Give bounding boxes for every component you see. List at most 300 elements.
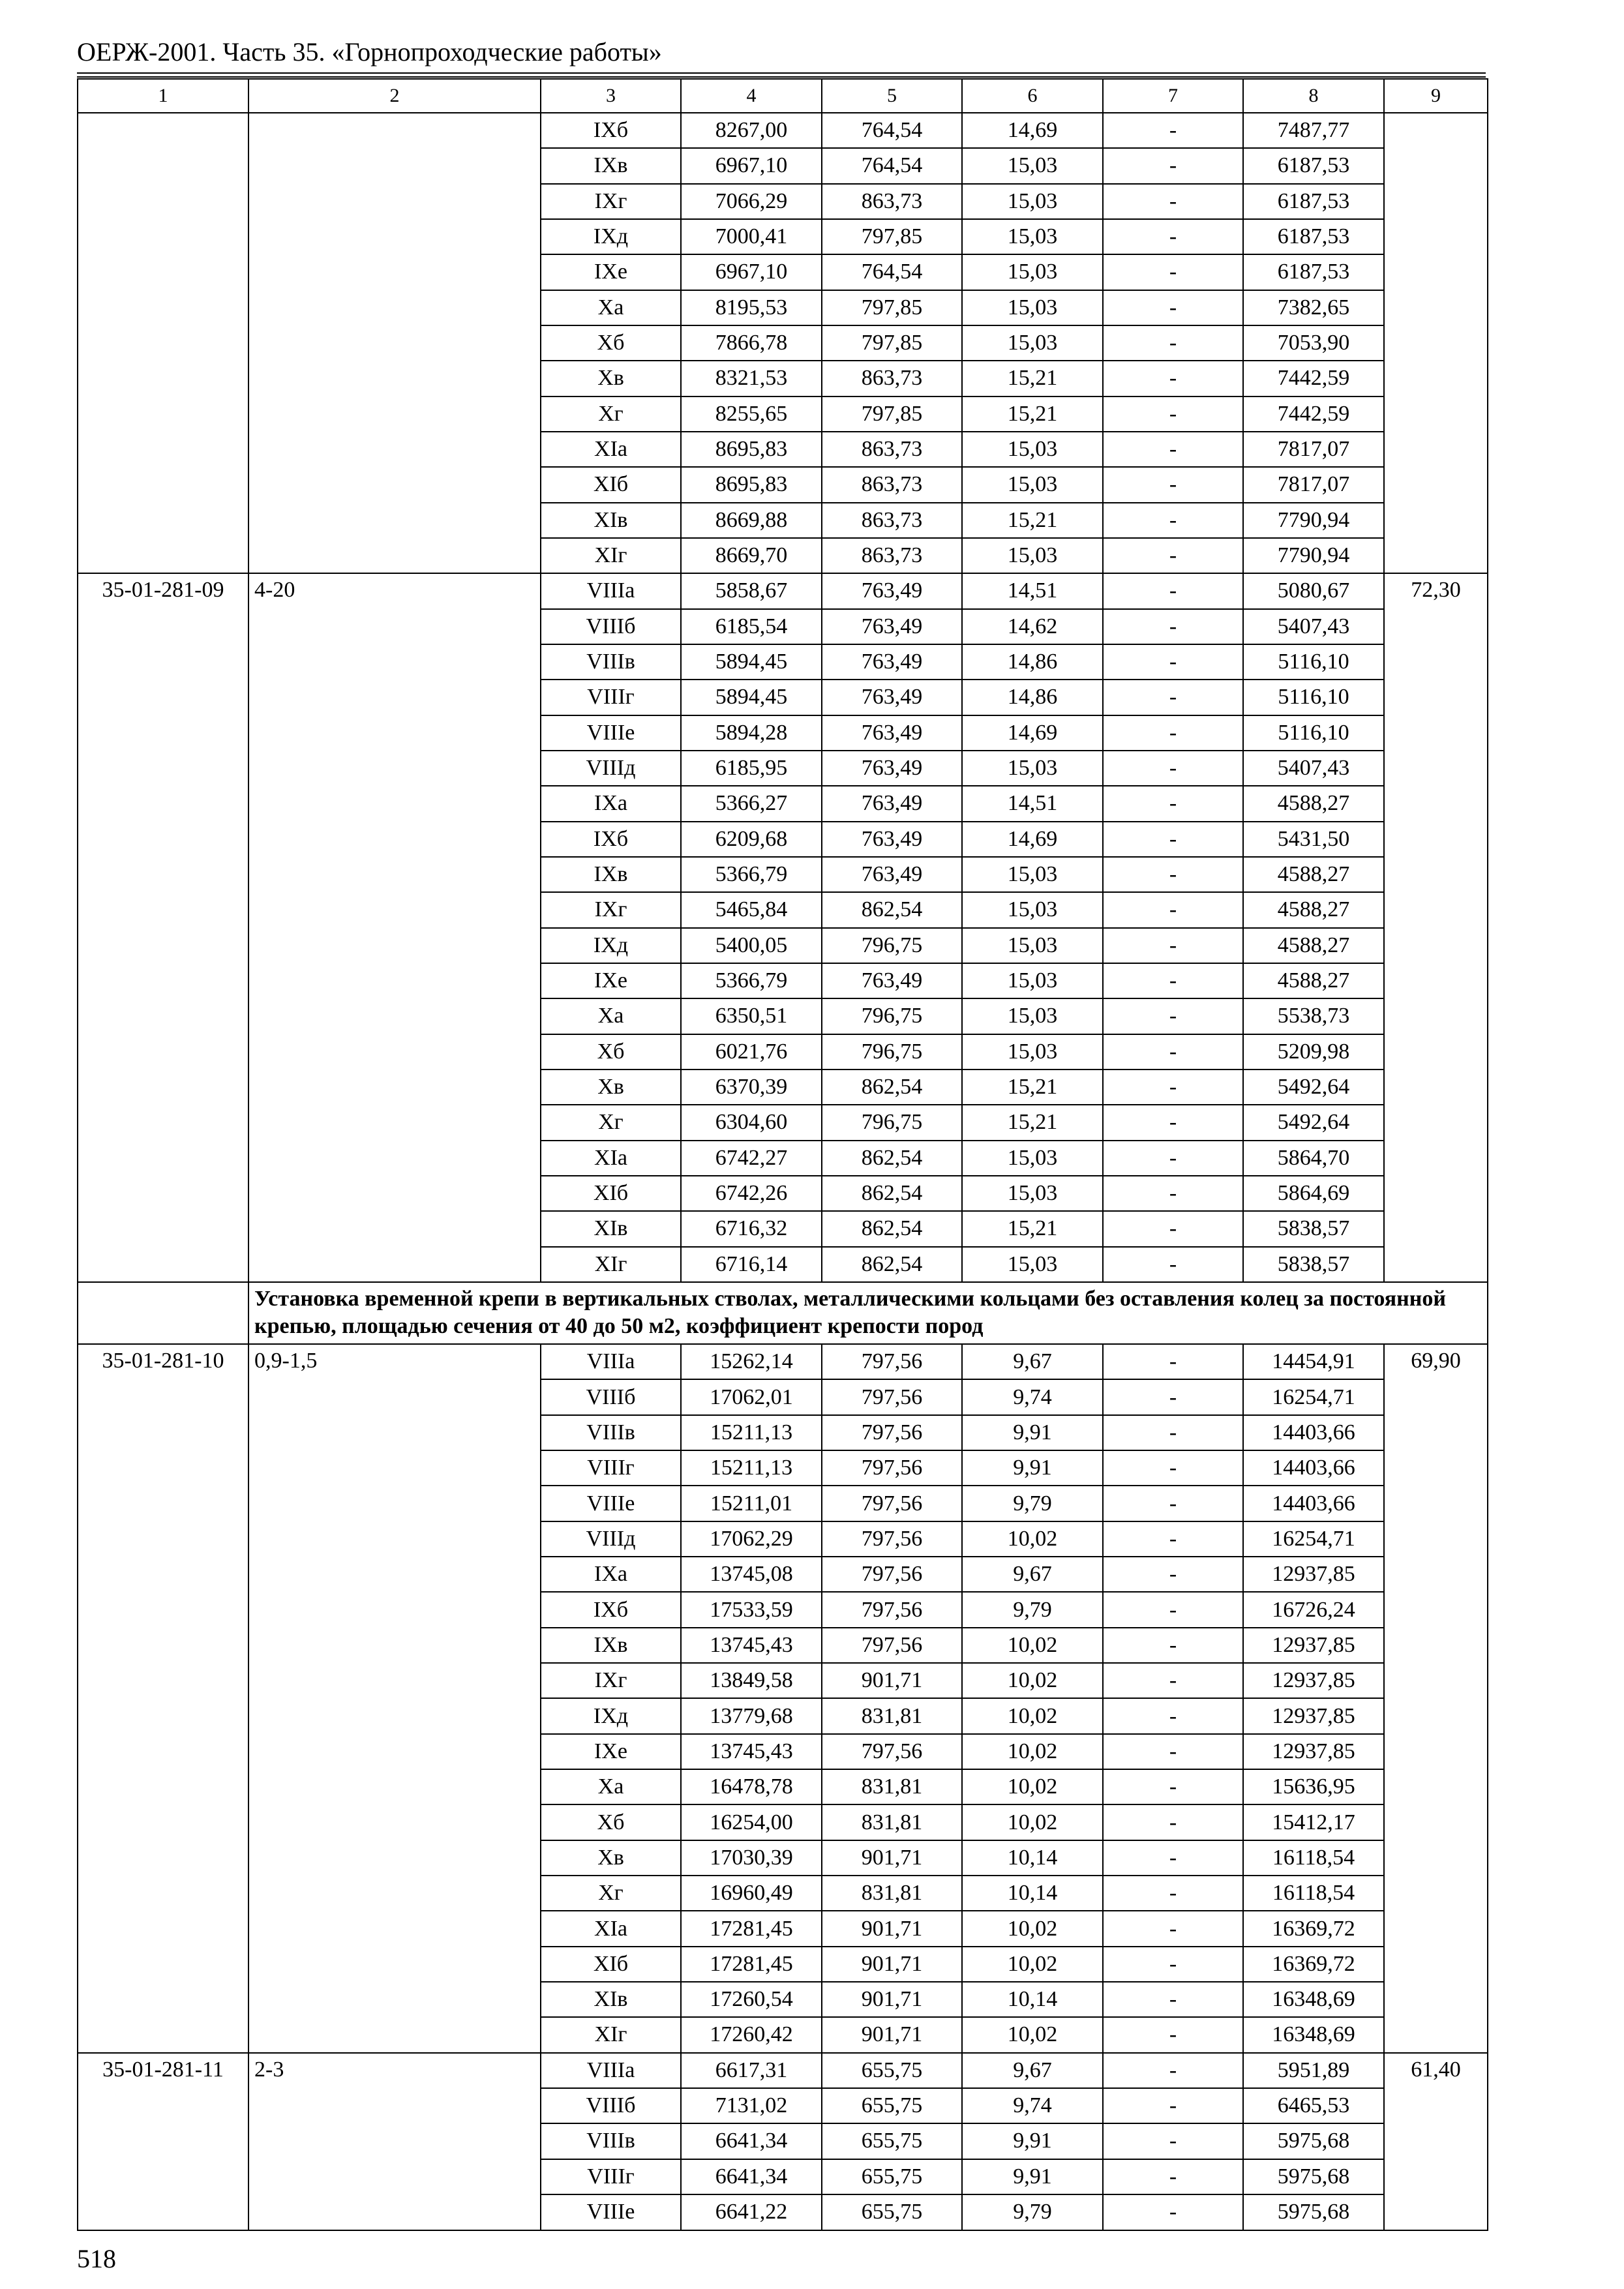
table-cell-col8: 16348,69: [1243, 1982, 1384, 2017]
table-cell-col6: 14,69: [962, 715, 1103, 751]
labor-cost-cell: 61,40: [1384, 2053, 1488, 2230]
table-cell-col7: -: [1103, 1379, 1243, 1414]
column-header-5: 5: [822, 79, 962, 113]
table-cell-col4: 5465,84: [681, 892, 822, 927]
table-cell-col6: 10,02: [962, 1698, 1103, 1733]
table-cell-col6: 10,14: [962, 1840, 1103, 1876]
table-cell-col7: -: [1103, 963, 1243, 998]
table-cell-col5: 763,49: [822, 751, 962, 786]
table-cell-col4: 17062,29: [681, 1521, 822, 1557]
table-cell-col6: 15,03: [962, 1141, 1103, 1176]
table-cell-col7: -: [1103, 538, 1243, 573]
table-cell-col8: 16118,54: [1243, 1876, 1384, 1911]
table-cell-col3: IXе: [541, 254, 681, 290]
table-cell-col3: VIIIд: [541, 1521, 681, 1557]
table-cell-col8: 7442,59: [1243, 361, 1384, 396]
table-cell-col3: Xб: [541, 1034, 681, 1070]
header-rule: [77, 72, 1486, 74]
page-number: 518: [77, 2244, 116, 2273]
table-cell-col7: -: [1103, 1769, 1243, 1804]
table-cell-col8: 14454,91: [1243, 1344, 1384, 1379]
table-cell-col4: 6185,54: [681, 609, 822, 644]
table-cell-col3: IXг: [541, 892, 681, 927]
table-cell-col7: -: [1103, 1141, 1243, 1176]
table-cell-col6: 15,03: [962, 1247, 1103, 1282]
table-cell-col7: -: [1103, 148, 1243, 183]
norm-code-cell: 35-01-281-11: [78, 2053, 248, 2230]
table-cell-col5: 863,73: [822, 538, 962, 573]
table-cell-col8: 15412,17: [1243, 1804, 1384, 1840]
table-cell-col5: 763,49: [822, 857, 962, 892]
table-cell-col3: Xг: [541, 396, 681, 432]
table-cell-col4: 5858,67: [681, 573, 822, 608]
table-cell-col4: 6370,39: [681, 1070, 822, 1105]
table-cell-col8: 5975,68: [1243, 2194, 1384, 2230]
table-cell-col8: 5538,73: [1243, 998, 1384, 1034]
table-cell-col4: 5894,45: [681, 644, 822, 680]
table-cell-col5: 863,73: [822, 361, 962, 396]
table-cell-col6: 15,03: [962, 892, 1103, 927]
table-cell-col4: 6350,51: [681, 998, 822, 1034]
table-cell-col7: -: [1103, 1070, 1243, 1105]
column-header-2: 2: [248, 79, 541, 113]
table-cell-col7: -: [1103, 1344, 1243, 1379]
table-row: [78, 1344, 1488, 1379]
table-cell-col4: 15211,13: [681, 1450, 822, 1486]
table-cell-col8: 4588,27: [1243, 928, 1384, 963]
table-cell-col5: 863,73: [822, 184, 962, 219]
table-cell-col4: 17281,45: [681, 1911, 822, 1946]
table-cell-col8: 5407,43: [1243, 751, 1384, 786]
table-cell-col7: -: [1103, 2017, 1243, 2052]
table-cell-col3: IXб: [541, 822, 681, 857]
table-cell-col6: 9,67: [962, 2053, 1103, 2088]
table-cell-col8: 7790,94: [1243, 503, 1384, 538]
table-cell-col5: 655,75: [822, 2159, 962, 2194]
table-cell-col7: -: [1103, 1176, 1243, 1211]
table-cell-col4: 8695,83: [681, 432, 822, 467]
table-cell-col5: 797,85: [822, 396, 962, 432]
table-cell-col3: XIб: [541, 467, 681, 502]
table-cell-col4: 17260,54: [681, 1982, 822, 2017]
table-cell-col5: 797,56: [822, 1486, 962, 1521]
table-cell-col3: IXб: [541, 113, 681, 148]
table-cell-col4: 8669,70: [681, 538, 822, 573]
norm-code-cell: 35-01-281-09: [78, 573, 248, 1282]
norm-code-cell: 35-01-281-10: [78, 1344, 248, 2053]
table-cell-col8: 7442,59: [1243, 396, 1384, 432]
column-header-1: 1: [78, 79, 248, 113]
table-cell-col4: 8267,00: [681, 113, 822, 148]
table-cell-col3: VIIIа: [541, 2053, 681, 2088]
table-cell-col7: -: [1103, 1592, 1243, 1627]
table-cell-col6: 15,21: [962, 361, 1103, 396]
column-header-3: 3: [541, 79, 681, 113]
section-title-row: [78, 1282, 1488, 1344]
table-cell-col6: 14,51: [962, 786, 1103, 821]
table-cell-col7: -: [1103, 1804, 1243, 1840]
table-cell-col8: 5492,64: [1243, 1070, 1384, 1105]
table-cell-col5: 797,56: [822, 1734, 962, 1769]
table-cell-col6: 14,69: [962, 822, 1103, 857]
table-cell-col3: IXа: [541, 786, 681, 821]
table-cell-col3: XIг: [541, 538, 681, 573]
table-cell-col4: 8321,53: [681, 361, 822, 396]
table-cell-col5: 831,81: [822, 1698, 962, 1733]
table-cell-col6: 9,67: [962, 1557, 1103, 1592]
table-cell-col7: -: [1103, 1663, 1243, 1698]
table-cell-col5: 763,49: [822, 963, 962, 998]
table-cell-col8: 16369,72: [1243, 1911, 1384, 1946]
table-cell-col3: VIIIб: [541, 609, 681, 644]
table-cell-col6: 10,02: [962, 1947, 1103, 1982]
rock-hardness-cell: 2-3: [248, 2053, 541, 2230]
table-cell-col5: 763,49: [822, 715, 962, 751]
table-cell-col4: 17030,39: [681, 1840, 822, 1876]
table-cell-col6: 15,03: [962, 1176, 1103, 1211]
table-cell-col3: XIа: [541, 1141, 681, 1176]
table-cell-col7: -: [1103, 1557, 1243, 1592]
table-cell-col8: 5209,98: [1243, 1034, 1384, 1070]
table-cell-col3: IXд: [541, 219, 681, 254]
table-cell-col5: 763,49: [822, 609, 962, 644]
table-cell-col7: -: [1103, 1105, 1243, 1140]
column-header-7: 7: [1103, 79, 1243, 113]
table-cell-col6: 10,02: [962, 1769, 1103, 1804]
table-cell-col4: 6021,76: [681, 1034, 822, 1070]
table-cell-col7: -: [1103, 644, 1243, 680]
table-cell-col6: 9,91: [962, 2159, 1103, 2194]
table-cell-col4: 5400,05: [681, 928, 822, 963]
table-cell-col5: 797,56: [822, 1450, 962, 1486]
table-cell-col4: 5366,27: [681, 786, 822, 821]
table-cell-col3: Xа: [541, 290, 681, 325]
table-cell-col7: -: [1103, 1734, 1243, 1769]
table-cell-col3: IXг: [541, 184, 681, 219]
table-cell-col7: -: [1103, 1247, 1243, 1282]
table-cell-col5: 901,71: [822, 1911, 962, 1946]
table-cell-col3: IXе: [541, 963, 681, 998]
table-cell-col4: 15211,01: [681, 1486, 822, 1521]
table-cell-col6: 9,79: [962, 2194, 1103, 2230]
table-cell-col6: 15,03: [962, 857, 1103, 892]
table-cell-col8: 5864,70: [1243, 1141, 1384, 1176]
table-cell-col3: VIIIб: [541, 2088, 681, 2123]
table-cell-col4: 6209,68: [681, 822, 822, 857]
table-cell-col6: 10,02: [962, 1804, 1103, 1840]
table-cell-col7: -: [1103, 2194, 1243, 2230]
table-cell-col5: 797,56: [822, 1344, 962, 1379]
rock-hardness-cell: 0,9-1,5: [248, 1344, 541, 2053]
table-cell-col3: VIIIв: [541, 644, 681, 680]
table-cell-col7: -: [1103, 1628, 1243, 1663]
table-cell-col5: 901,71: [822, 2017, 962, 2052]
table-cell-col8: 5116,10: [1243, 715, 1384, 751]
table-cell-col3: Xг: [541, 1876, 681, 1911]
table-cell-col8: 4588,27: [1243, 892, 1384, 927]
table-cell-col6: 10,02: [962, 1521, 1103, 1557]
table-cell-col5: 901,71: [822, 1663, 962, 1698]
table-cell-col5: 862,54: [822, 1247, 962, 1282]
table-cell-col6: 9,67: [962, 1344, 1103, 1379]
table-row: [78, 573, 1488, 608]
table-cell-col5: 797,85: [822, 290, 962, 325]
table-cell-col6: 15,03: [962, 998, 1103, 1034]
table-cell-col3: XIа: [541, 432, 681, 467]
page-header: ОЕРЖ-2001. Часть 35. «Горнопроходческие работы»: [77, 37, 662, 67]
table-cell-col3: VIIIг: [541, 2159, 681, 2194]
table-cell-col4: 6742,27: [681, 1141, 822, 1176]
table-cell-col3: XIв: [541, 503, 681, 538]
table-cell-col5: 797,85: [822, 219, 962, 254]
header-rule-secondary: [77, 76, 1486, 78]
table-cell-col8: 6187,53: [1243, 219, 1384, 254]
table-cell-col8: 16369,72: [1243, 1947, 1384, 1982]
table-cell-col7: -: [1103, 2053, 1243, 2088]
table-cell-col4: 15211,13: [681, 1415, 822, 1450]
table-cell-col3: XIв: [541, 1211, 681, 1246]
table-cell-col4: 8255,65: [681, 396, 822, 432]
table-cell-col4: 15262,14: [681, 1344, 822, 1379]
table-cell-col4: 6641,34: [681, 2159, 822, 2194]
table-cell-col4: 5366,79: [681, 963, 822, 998]
table-cell-col4: 6617,31: [681, 2053, 822, 2088]
table-cell-col4: 17062,01: [681, 1379, 822, 1414]
table-cell-col8: 7487,77: [1243, 113, 1384, 148]
table-cell-col8: 12937,85: [1243, 1698, 1384, 1733]
table-cell-col5: 763,49: [822, 786, 962, 821]
table-cell-col4: 17533,59: [681, 1592, 822, 1627]
table-cell-col6: 14,62: [962, 609, 1103, 644]
section-title-blank-cell: [78, 1282, 248, 1344]
table-cell-col7: -: [1103, 467, 1243, 502]
table-cell-col5: 764,54: [822, 148, 962, 183]
table-cell-col3: VIIIв: [541, 2123, 681, 2159]
table-header: [78, 79, 1488, 113]
table-cell-col8: 5080,67: [1243, 573, 1384, 608]
table-cell-col4: 13745,08: [681, 1557, 822, 1592]
table-cell-col4: 8195,53: [681, 290, 822, 325]
table-cell-col6: 15,03: [962, 928, 1103, 963]
table-cell-col8: 4588,27: [1243, 786, 1384, 821]
table-cell-col7: -: [1103, 1876, 1243, 1911]
table-cell-col3: VIIIд: [541, 751, 681, 786]
table-cell-col4: 6304,60: [681, 1105, 822, 1140]
table-cell-col5: 901,71: [822, 1840, 962, 1876]
rock-hardness-cell: 4-20: [248, 573, 541, 1282]
table-cell-col8: 16118,54: [1243, 1840, 1384, 1876]
table-cell-col8: 16254,71: [1243, 1521, 1384, 1557]
table-cell-col7: -: [1103, 1982, 1243, 2017]
table-cell-col3: VIIIе: [541, 2194, 681, 2230]
table-cell-col6: 15,03: [962, 538, 1103, 573]
table-cell-col7: -: [1103, 1911, 1243, 1946]
table-cell-col4: 16254,00: [681, 1804, 822, 1840]
table-cell-col6: 9,91: [962, 1415, 1103, 1450]
table-cell-col5: 831,81: [822, 1876, 962, 1911]
table-cell-col4: 7066,29: [681, 184, 822, 219]
table-cell-col4: 7866,78: [681, 325, 822, 361]
table-cell-col5: 797,56: [822, 1592, 962, 1627]
table-cell-col6: 15,03: [962, 290, 1103, 325]
table-cell-col6: 15,21: [962, 1211, 1103, 1246]
table-cell-col7: -: [1103, 2123, 1243, 2159]
table-cell-col8: 5116,10: [1243, 680, 1384, 715]
table-cell-col8: 7817,07: [1243, 432, 1384, 467]
table-cell-col8: 6187,53: [1243, 254, 1384, 290]
table-cell-col7: -: [1103, 822, 1243, 857]
table-cell-col4: 8669,88: [681, 503, 822, 538]
table-cell-col5: 796,75: [822, 998, 962, 1034]
table-cell-col7: -: [1103, 892, 1243, 927]
table-cell-col7: -: [1103, 361, 1243, 396]
table-cell-col7: -: [1103, 1840, 1243, 1876]
table-cell-col5: 764,54: [822, 254, 962, 290]
table-cell-col4: 7000,41: [681, 219, 822, 254]
table-cell-col8: 5864,69: [1243, 1176, 1384, 1211]
table-cell-col3: Xа: [541, 1769, 681, 1804]
table-cell-col8: 16254,71: [1243, 1379, 1384, 1414]
table-cell-col6: 10,14: [962, 1982, 1103, 2017]
labor-cost-cell: [1384, 113, 1488, 573]
table-cell-col6: 15,03: [962, 184, 1103, 219]
table-cell-col5: 863,73: [822, 467, 962, 502]
table-cell-col4: 13849,58: [681, 1663, 822, 1698]
table-cell-col6: 14,69: [962, 113, 1103, 148]
table-cell-col8: 14403,66: [1243, 1450, 1384, 1486]
table-cell-col3: XIб: [541, 1947, 681, 1982]
table-cell-col7: -: [1103, 1521, 1243, 1557]
table-cell-col5: 862,54: [822, 1070, 962, 1105]
column-number-row: [78, 79, 1488, 113]
table-cell-col6: 9,91: [962, 2123, 1103, 2159]
table-cell-col6: 10,02: [962, 1663, 1103, 1698]
table-cell-col5: 831,81: [822, 1804, 962, 1840]
table-cell-col3: Xв: [541, 1070, 681, 1105]
table-cell-col7: -: [1103, 254, 1243, 290]
table-cell-col4: 8695,83: [681, 467, 822, 502]
table-cell-col7: -: [1103, 1947, 1243, 1982]
table-cell-col6: 9,91: [962, 1450, 1103, 1486]
table-cell-col3: IXд: [541, 928, 681, 963]
table-cell-col5: 831,81: [822, 1769, 962, 1804]
table-cell-col5: 797,56: [822, 1557, 962, 1592]
table-cell-col4: 5366,79: [681, 857, 822, 892]
table-cell-col6: 15,03: [962, 148, 1103, 183]
table-cell-col6: 15,21: [962, 1070, 1103, 1105]
table-cell-col4: 6716,32: [681, 1211, 822, 1246]
table-cell-col3: VIIIг: [541, 680, 681, 715]
table-cell-col6: 14,51: [962, 573, 1103, 608]
table-cell-col7: -: [1103, 573, 1243, 608]
table-cell-col7: -: [1103, 857, 1243, 892]
table-cell-col4: 5894,45: [681, 680, 822, 715]
table-cell-col6: 15,03: [962, 963, 1103, 998]
table-cell-col3: VIIIа: [541, 1344, 681, 1379]
table-cell-col5: 862,54: [822, 892, 962, 927]
table-cell-col7: -: [1103, 325, 1243, 361]
table-cell-col8: 7817,07: [1243, 467, 1384, 502]
table-cell-col4: 13745,43: [681, 1734, 822, 1769]
table-cell-col3: XIб: [541, 1176, 681, 1211]
table-cell-col6: 15,03: [962, 325, 1103, 361]
table-cell-col4: 7131,02: [681, 2088, 822, 2123]
table-cell-col5: 763,49: [822, 680, 962, 715]
column-header-4: 4: [681, 79, 822, 113]
labor-cost-cell: 72,30: [1384, 573, 1488, 1282]
table-cell-col8: 12937,85: [1243, 1628, 1384, 1663]
table-cell-col5: 796,75: [822, 1105, 962, 1140]
table-cell-col4: 13745,43: [681, 1628, 822, 1663]
table-cell-col8: 4588,27: [1243, 963, 1384, 998]
table-cell-col6: 10,02: [962, 2017, 1103, 2052]
table-cell-col5: 863,73: [822, 432, 962, 467]
price-table: [77, 78, 1488, 2231]
table-body: [78, 113, 1488, 2230]
table-cell-col8: 7790,94: [1243, 538, 1384, 573]
table-cell-col3: IXв: [541, 148, 681, 183]
table-cell-col5: 863,73: [822, 503, 962, 538]
table-cell-col8: 7053,90: [1243, 325, 1384, 361]
table-cell-col3: VIIIе: [541, 715, 681, 751]
table-cell-col7: -: [1103, 1034, 1243, 1070]
table-cell-col8: 4588,27: [1243, 857, 1384, 892]
table-cell-col7: -: [1103, 219, 1243, 254]
table-cell-col5: 901,71: [822, 1982, 962, 2017]
table-cell-col4: 16478,78: [681, 1769, 822, 1804]
table-cell-col7: -: [1103, 2088, 1243, 2123]
table-cell-col8: 12937,85: [1243, 1734, 1384, 1769]
table-cell-col6: 15,03: [962, 432, 1103, 467]
table-cell-col8: 5975,68: [1243, 2123, 1384, 2159]
table-cell-col6: 9,79: [962, 1486, 1103, 1521]
table-cell-col5: 901,71: [822, 1947, 962, 1982]
table-cell-col6: 9,74: [962, 1379, 1103, 1414]
table-cell-col6: 15,21: [962, 396, 1103, 432]
table-cell-col5: 764,54: [822, 113, 962, 148]
table-cell-col3: XIг: [541, 1247, 681, 1282]
table-cell-col8: 15636,95: [1243, 1769, 1384, 1804]
table-cell-col7: -: [1103, 1415, 1243, 1450]
table-cell-col7: -: [1103, 432, 1243, 467]
norm-code-cell: [78, 113, 248, 573]
table-cell-col3: Xб: [541, 325, 681, 361]
table-cell-col6: 14,86: [962, 680, 1103, 715]
table-cell-col5: 797,56: [822, 1415, 962, 1450]
column-header-9: 9: [1384, 79, 1488, 113]
table-cell-col6: 15,03: [962, 219, 1103, 254]
table-cell-col8: 12937,85: [1243, 1557, 1384, 1592]
table-cell-col5: 763,49: [822, 644, 962, 680]
table-cell-col5: 796,75: [822, 1034, 962, 1070]
table-cell-col5: 655,75: [822, 2123, 962, 2159]
table-cell-col7: -: [1103, 1450, 1243, 1486]
table-cell-col4: 17260,42: [681, 2017, 822, 2052]
table-cell-col6: 9,79: [962, 1592, 1103, 1627]
column-header-6: 6: [962, 79, 1103, 113]
table-cell-col7: -: [1103, 1486, 1243, 1521]
table-cell-col8: 5431,50: [1243, 822, 1384, 857]
table-cell-col4: 6742,26: [681, 1176, 822, 1211]
table-cell-col7: -: [1103, 184, 1243, 219]
table-cell-col4: 17281,45: [681, 1947, 822, 1982]
table-cell-col7: -: [1103, 290, 1243, 325]
table-cell-col8: 5492,64: [1243, 1105, 1384, 1140]
table-cell-col8: 5116,10: [1243, 644, 1384, 680]
table-cell-col7: -: [1103, 396, 1243, 432]
table-cell-col6: 9,74: [962, 2088, 1103, 2123]
table-cell-col7: -: [1103, 786, 1243, 821]
